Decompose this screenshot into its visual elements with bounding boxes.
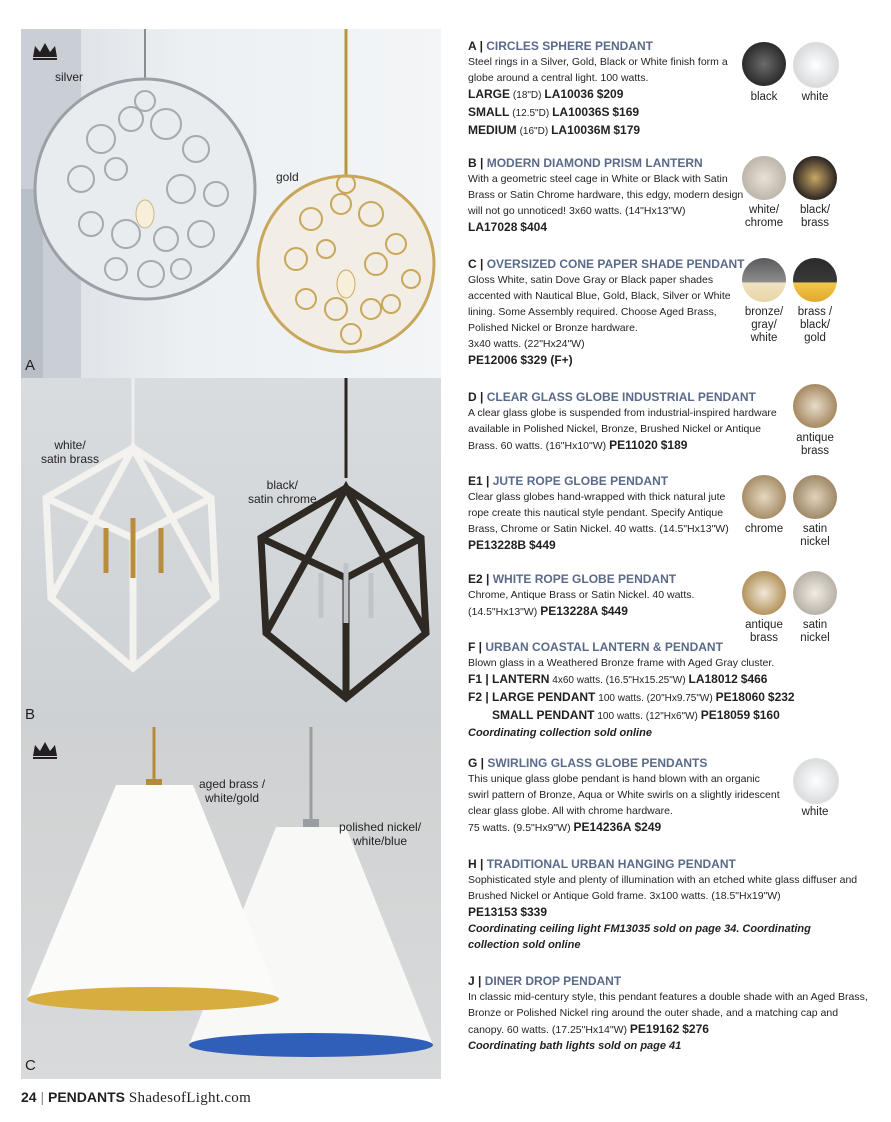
swatch-g-white-label: white [801,806,829,818]
product-d-sku: PE11020 [609,438,658,452]
product-c-desc: Gloss White, satin Dove Gray or Black paper shades accented with Nautical Blue, Gold, Black, Silver or White lining. Some Assembly required. Choose Aged Brass, Polished Nickel or Bronze hardware. [468,274,731,334]
crown-icon [31,740,59,760]
product-a-size-large: LARGE (18"D) LA10036 $209 [468,87,624,101]
product-g: G | SWIRLING GLASS GLOBE PENDANTS This unique glass globe pendant is hand blown with an organic swirl pattern of Bronze, Aqua or White swirls on a slightly iridescent clear glass globe. All with chrome hardware. 75 watts. (9.5"Hx9"W) PE14236A $249 [468,755,783,836]
label-silver: silver [55,70,84,84]
footer-site: ShadesofLight.com [128,1090,252,1106]
product-a: A | CIRCLES SPHERE PENDANT Steel rings in a Silver, Gold, Black or White finish form a globe around a central light. 100 watts. LARGE (18"D) LA10036 $209 SMALL (12.5"D) LA10036S $169 MEDIUM (16"D) LA10036M $179 [468,38,753,140]
product-j-desc: In classic mid-century style, this pendant features a double shade with an Aged Brass, Bronze or Polished Nickel ring around the outer shade, and a matching cap and canopy. 60 watts. (17.25"Hx14"W) [468,991,868,1036]
page-number: 24 [21,1089,37,1105]
product-a-size-small: SMALL (12.5"D) LA10036S $169 [468,105,640,119]
product-b-price: $404 [520,220,547,234]
product-a-size-medium: MEDIUM (16"D) LA10036M $179 [468,123,641,137]
prism-lanterns-illustration [21,378,441,727]
product-g-watts: 75 watts. (9.5"Hx9"W) [468,822,571,834]
product-f-title: URBAN COASTAL LANTERN & PENDANT [485,640,723,654]
product-j-sku: PE19162 [629,1022,680,1036]
photo-circles-sphere-pendant [21,29,441,378]
page-footer: 24 | PENDANTS ShadesofLight.com [21,1089,252,1106]
product-e1-title: JUTE ROPE GLOBE PENDANT [492,474,669,488]
swatch-e2-antique-brass [742,571,786,615]
product-f1: F1 | LANTERN 4x60 watts. (16.5"Hx15.25"W) LA18012 $466 [468,672,768,686]
swatch-e1-chrome [742,475,786,519]
swatch-b-black-brass-label: black/ brass [799,204,831,229]
label-white-satin-brass: white/ satin brass [41,438,100,466]
product-e2-title: WHITE ROPE GLOBE PENDANT [492,572,677,586]
product-e1-desc: Clear glass globes hand-wrapped with thick natural jute rope create this nautical style pendant. Specify Antique Brass, Chrome or Satin Nickel. 40 watts. (14.5"Hx13"W) [468,491,729,535]
product-f-small: SMALL PENDANT 100 watts. (12"Hx6"W) PE18059 $160 [492,708,780,722]
product-d-price: $189 [660,438,688,452]
crown-icon [31,41,59,61]
product-h: H | TRADITIONAL URBAN HANGING PENDANT Sophisticated style and plenty of illumination with an etched white glass diffuser and Brushed Nickel or Antique Gold frame. 3x100 watts. (18.5"Hx19"W) PE13153 $339 Coordinating ceiling light FM13035 sold on page 34. Coordinating collection sold online [468,856,873,953]
product-c-sku: PE12006 [468,353,518,367]
product-g-sku: PE14236A [573,820,632,834]
product-c-watts: 3x40 watts. (22"Hx24"W) [468,338,585,350]
product-j-title: DINER DROP PENDANT [484,974,622,988]
sphere-pendants-illustration [21,29,441,378]
swatch-g-white [793,758,839,804]
product-f-note: Coordinating collection sold online [468,727,652,739]
swatch-e1-satin-nickel [793,475,837,519]
photo-letter-b: B [25,706,36,723]
product-e2-desc: Chrome, Antique Brass or Satin Nickel. 40 watts. (14.5"Hx13"W) [468,589,695,618]
swatch-c-bronze-gray-white [742,258,786,302]
photo-cone-paper-shade-pendant [21,727,441,1079]
product-a-desc: Steel rings in a Silver, Gold, Black or White finish form a globe around a central light. 100 watts. [468,56,728,84]
swatch-c-brass-black-gold-label: brass / black/ gold [797,306,833,344]
product-b: B | MODERN DIAMOND PRISM LANTERN With a geometric steel cage in White or Black with Satin Brass or Satin Chrome hardware, this edgy, modern design will not go unnoticed! 3x60 watts. (14"Hx13"W) LA17028 $404 [468,155,753,236]
photo-diamond-prism-lantern [21,378,441,727]
product-d: D | CLEAR GLASS GLOBE INDUSTRIAL PENDANT A clear glass globe is suspended from industrial-inspired hardware available in Polished Nickel, Bronze, Brushed Nickel or Antique Brass. 60 watts. (16"Hx10"W) PE11020 $189 [468,390,777,452]
swatch-b-black-brass [793,156,837,200]
product-e1-price: $449 [528,538,556,552]
product-g-price: $249 [634,820,662,834]
product-g-desc: This unique glass globe pendant is hand blown with an organic swirl pattern of Bronze, Aqua or White swirls on a slightly iridescent clear glass globe. All with chrome hardware. [468,773,780,817]
product-j-price: $276 [682,1022,709,1036]
product-h-desc: Sophisticated style and plenty of illumination with an etched white glass diffuser and Brushed Nickel or Antique Gold frame. 3x100 watts. (18.5"Hx19"W) [468,874,858,902]
photo-letter-c: C [25,1057,36,1074]
swatch-d-antique-brass-label: antique brass [796,432,834,457]
product-h-price: $339 [520,905,548,919]
product-b-title: MODERN DIAMOND PRISM LANTERN [486,156,703,170]
product-h-title: TRADITIONAL URBAN HANGING PENDANT [486,857,736,871]
product-a-title: CIRCLES SPHERE PENDANT [486,39,653,53]
swatch-c-brass-black-gold [793,258,837,302]
product-j-note: Coordinating bath lights sold on page 41 [468,1040,682,1052]
swatch-d-antique-brass [793,384,837,428]
swatch-e2-satin-nickel [793,571,837,615]
product-c: C | OVERSIZED CONE PAPER SHADE PENDANT Gloss White, satin Dove Gray or Black paper shades accented with Nautical Blue, Gold, Black, Silver or White lining. Some Assembly required. Choose Aged Brass, Polished Nickel or Bronze hardware. 3x40 watts. (22"Hx24"W) PE12006 $329 (F+) [468,256,753,369]
product-e2-price: $449 [601,604,628,618]
product-d-title: CLEAR GLASS GLOBE INDUSTRIAL PENDANT [486,390,756,404]
swatch-c-bronze-gray-white-label: bronze/ gray/ white [744,306,784,344]
product-h-note: Coordinating ceiling light FM13035 sold on page 34. Coordinating collection sold online [468,923,811,951]
swatch-a-black [742,42,786,86]
swatch-e2-antique-brass-label: antique brass [745,619,783,644]
swatch-a-white [793,42,839,88]
product-e1: E1 | JUTE ROPE GLOBE PENDANT Clear glass globes hand-wrapped with thick natural jute rope create this nautical style pendant. Specify Antique Brass, Chrome or Satin Nickel. 40 watts. (14.5"Hx13"W) PE13228B $449 [468,473,738,554]
swatch-a-black-label: black [750,91,778,103]
product-e2: E2 | WHITE ROPE GLOBE PENDANT Chrome, Antique Brass or Satin Nickel. 40 watts. (14.5"Hx13"W) PE13228A $449 [468,572,695,618]
swatch-a-white-label: white [801,91,829,103]
swatch-b-white-chrome-label: white/ chrome [744,204,784,229]
product-c-title: OVERSIZED CONE PAPER SHADE PENDANT [486,257,745,271]
swatch-e1-chrome-label: chrome [744,523,784,535]
product-d-desc: A clear glass globe is suspended from industrial-inspired hardware available in Polished Nickel, Bronze, Brushed Nickel or Antique Brass. 60 watts. (16"Hx10"W) [468,407,777,452]
label-gold: gold [276,170,299,184]
swatch-e1-satin-nickel-label: satin nickel [800,523,830,548]
product-b-sku: LA17028 [468,220,518,234]
footer-section: PENDANTS [48,1089,126,1105]
product-c-price: $329 (F+) [520,353,573,367]
label-aged-brass: aged brass / white/gold [199,777,266,805]
product-f2: F2 | LARGE PENDANT 100 watts. (20"Hx9.75"W) PE18060 $232 [468,690,795,704]
product-e1-sku: PE13228B [468,538,527,552]
product-f-desc: Blown glass in a Weathered Bronze frame with Aged Gray cluster. [468,657,775,669]
product-g-title: SWIRLING GLASS GLOBE PENDANTS [487,756,708,770]
photo-letter-a: A [25,357,36,374]
product-b-desc: With a geometric steel cage in White or Black with Satin Brass or Satin Chrome hardware, this edgy, modern design will not go unnoticed! 3x60 watts. (14"Hx13"W) [468,173,744,217]
label-black-satin-chrome: black/ satin chrome [248,478,317,506]
swatch-b-white-chrome [742,156,786,200]
product-f: F | URBAN COASTAL LANTERN & PENDANT Blown glass in a Weathered Bronze frame with Aged Gray cluster. F1 | LANTERN 4x60 watts. (16.5"Hx15.25"W) LA18012 $466 F2 | LARGE PENDANT 100 watts. (20"Hx9.75"W) PE18060 $232 SMALL PENDANT 100 watts. (12"Hx6"W) PE18059 $160 Coordinating collection sold online [468,639,873,741]
product-e2-sku: PE13228A [540,604,599,618]
swatch-e2-satin-nickel-label: satin nickel [800,619,830,644]
product-j: J | DINER DROP PENDANT In classic mid-century style, this pendant features a double shade with an Aged Brass, Bronze or Polished Nickel ring around the outer shade, and a matching cap and canopy. 60 watts. (17.25"Hx14"W) PE19162 $276 Coordinating bath lights sold on page 41 [468,973,873,1054]
product-h-sku: PE13153 [468,905,518,919]
label-polished-nickel: polished nickel/ white/blue [339,820,422,848]
